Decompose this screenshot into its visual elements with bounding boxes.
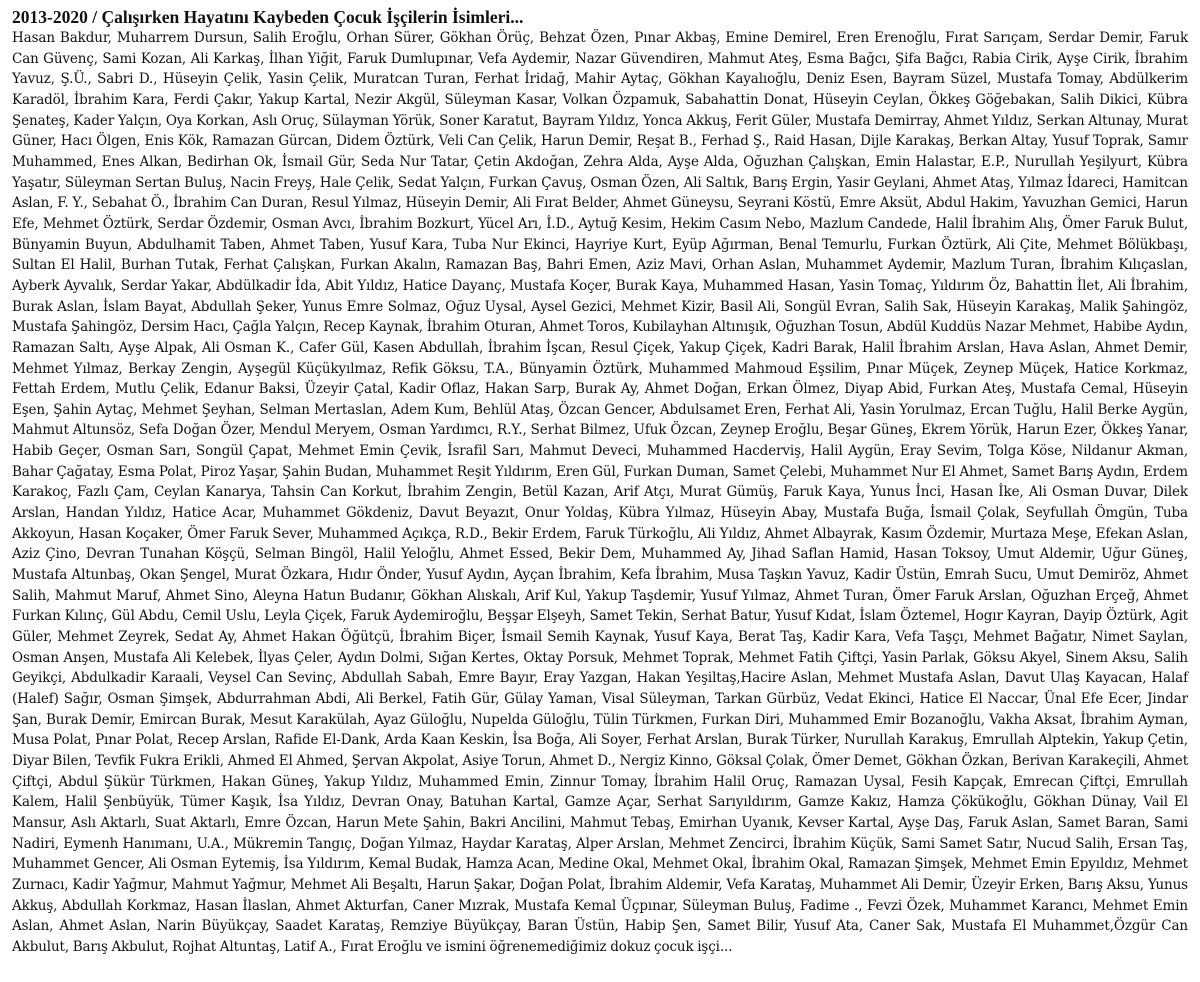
document-page [12,6,1188,958]
names-paragraph: Hasan Bakdur, Muharrem Dursun, Salih Eroğlu, Orhan Sürer, Gökhan Örüç, Behzat Özen, Pınar Akbaş, Emine Demirel, Eren Erenoğlu, Fırat Sarıçam, Serdar Demir, Faruk Can Güvenç, Sami Kozan, Ali Karkaş, İlhan Yiğit, Faruk Dumlupınar, Vefa Aydemir, Nazar Güvendiren, Mahmut Ateş, Esma Bağcı, Şifa Bağcı, Rabia Cirik, Ayşe Cirik, İbrahim Yavuz, Ş.Ü., Sabri D., Hüseyin Çelik, Yasin Çelik, Muratcan Turan, Ferhat İridağ, Mahir Aytaç, Gökhan Kayalıoğlu, Deniz Esen, Bayram Süzel, Mustafa Tomay, Abdülkerim Karadöl, İbrahim Kara, Ferdi Çakır, Yakup Kartal, Nezir Akgül, Süleyman Kasar, Volkan Özpamuk, Sabahattin Donat, Hüseyin Ceylan, Ökkeş Göğebakan, Salih Dikici, Kübra Şenateş, Kader Yalçın, Oya Korkan, Aslı Oruç, Sülayman Yörük, Soner Karatut, Bayram Yıldız, Yonca Akkuş, Ferit Güler, Mustafa Demirray, Ahmet Yıldız, Serkan Altunay, Murat Güner, Hacı Ölgen, Enis Kök, Ramazan Gürcan, Didem Öztürk, Veli Can Çelik, Harun Demir, Reşat B., Ferhad Ş., Raid Hasan, Dijle Karakaş, Berkan Altay, Yusuf Toprak, Samır Muhammed, Enes Alkan, Bedirhan Ok, İsmail Gür, Seda Nur Tatar, Çetin Akdoğan, Zehra Alda, Ayşe Alda, Oğuzhan Çalışkan, Emin Halastar, E.P., Nurullah Yeşilyurt, Kübra Yaşatır, Süleyman Sertan Buluş, Nacin Freyş, Hale Çelik, Sedat Yalçın, Furkan Çavuş, Osman Özen, Ali Saltık, Barış Ergin, Yasir Geylani, Ahmet Ataş, Yılmaz İdareci, Hamitcan Aslan, F. Y., Sebahat Ö., İbrahim Can Duran, Resul Yılmaz, Hüseyin Demir, Ali Fırat Belder, Ahmet Güneysu, Seyrani Köstü, Emre Aksüt, Abdul Hakim, Yavuzhan Gemici, Harun Efe, Mehmet Öztürk, Serdar Özdemir, Osman Avcı, İbrahim Bozkurt, Yücel Arı, İ.D., Aytuğ Kesim, Hekim Casım Nebo, Mazlum Candede, Halil İbrahim Alış, Ömer Faruk Bulut, Bünyamin Buyun, Abdulhamit Taben, Ahmet Taben, Yusuf Kara, Tuba Nur Ekinci, Hayriye Kurt, Eyüp Ağırman, Benal Temurlu, Furkan Öztürk, Ali Çite, Mehmet Bölükbaşı, Sultan El Halil, Burhan Tutak, Ferhat Çalışkan, Furkan Akalın, Ramazan Baş, Bahri Emen, Aziz Mavi, Orhan Aslan, Muhammet Aydemir, Mazlum Turan, İbrahim Kılıçaslan, Ayberk Ayvalık, Serdar Yakar, Abdülkadir İda, Abit Yıldız, Hatice Dayanç, Mustafa Koçer, Burak Kaya, Muhammed Hasan, Yasin Tomaç, Yıldırım Öz, Bahattin İlet, Ali İbrahim, Burak Aslan, İslam Bayat, Abdullah Şeker, Yunus Emre Solmaz, Oğuz Uysal, Aysel Gezici, Mehmet Kizir, Basil Ali, Songül Evran, Salih Sak, Hüseyin Karakaş, Malik Şahingöz, Mustafa Şahingöz, Dersim Hacı, Çağla Yalçın, Recep Kaynak, İbrahim Oturan, Ahmet Toros, Kubilayhan Altınışık, Oğuzhan Tosun, Abdül Kuddüs Nazar Mehmet, Habibe Aydın, Ramazan Saltı, Ayşe Alpak, Ali Osman K., Cafer Gül, Kasen Abdullah, İbrahim İşcan, Resul Çiçek, Yakup Çiçek, Kadri Barak, Halil İbrahim Arslan, Hava Aslan, Ahmet Demir, Mehmet Yılmaz, Berkay Zengin, Ayşegül Küçükyılmaz, Refik Göksu, T.A., Bünyamin Öztürk, Muhammed Mahmoud Eşsilim, Pınar Müçek, Zeynep Müçek, Hatice Korkmaz, Fettah Erdem, Mutlu Çelik, Edanur Baksi, Üzeyir Çatal, Kadir Oflaz, Hakan Sarp, Burak Ay, Ahmet Doğan, Erkan Ölmez, Diyap Abid, Furkan Ateş, Mustafa Cemal, Hüseyin Eşen, Şahin Aytaç, Mehmet Şeyhan, Selman Mertaslan, Adem Kum, Behlül Ataş, Özcan Gencer, Abdulsamet Eren, Ferhat Ali, Yasin Yorulmaz, Ercan Tuğlu, Halil Berke Aygün, Mahmut Altunsöz, Sefa Doğan Özer, Mendul Meryem, Osman Yardımcı, R.Y., Serhat Bilmez, Ufuk Özcan, Zeynep Eroğlu, Beşar Güneş, Ekrem Yörük, Harun Ezer, Ökkeş Yanar, Habib Geçer, Osman Sarı, Songül Çapat, Mehmet Emin Çevik, İsrafil Sarı, Mahmut Deveci, Muhammed Hacderviş, Halil Aygün, Eray Sevim, Tolga Köse, Nildanur Akman, Bahar Çağatay, Esma Polat, Piroz Yaşar, Şahin Budan, Muhammet Reşit Yıldırım, Eren Gül, Furkan Duman, Samet Çelebi, Muhammet Nur El Ahmet, Samet Barış Aydın, Erdem Karakoç, Fazlı Çam, Ceylan Kanarya, Tahsin Can Korkut, İbrahim Zengin, Betül Kazan, Arif Atçı, Murat Gümüş, Faruk Kaya, Yunus İnci, Hasan İke, Ali Osman Duvar, Dilek Arslan, Handan Yıldız, Hatice Acar, Muhammet Gökdeniz, Davut Beyazıt, Onur Yoldaş, Kübra Yılmaz, Hüseyin Abay, Mustafa Buğa, İsmail Çolak, Seyfullah Ömgün, Tuba Akkoyun, Hasan Koçaker, Ömer Faruk Sever, Muhammed Açıkça, R.D., Bekir Erdem, Faruk Türkoğlu, Ali Yıldız, Ahmet Albayrak, Kasım Özdemir, Murtaza Meşe, Efekan Aslan, Aziz Çino, Devran Tunahan Köşçü, Selman Bingöl, Halil Yeloğlu, Ahmet Essed, Bekir Dem, Muhammed Ay, Jihad Saflan Hamid, Hasan Toksoy, Umut Aldemir, Uğur Güneş, Mustafa Altunbaş, Okan Şengel, Murat Özkara, Hıdır Önder, Yusuf Aydın, Ayçan İbrahim, Kefa İbrahim, Musa Taşkın Yavuz, Kadir Üstün, Emrah Sucu, Umut Demiröz, Ahmet Salih, Mahmut Maruf, Ahmet Sino, Aleyna Hatun Budanır, Gökhan Alıskalı, Arif Kul, Yakup Taşdemir, Yusuf Yılmaz, Ahmet Turan, Ömer Faruk Arslan, Oğuzhan Erçeğ, Ahmet Furkan Kılınç, Gül Abdu, Cemil Uslu, Leyla Çiçek, Faruk Aydemiroğlu, Beşşar Elşeyh, Samet Tekin, Serhat Batur, Yusuf Kıdat, İslam Öztemel, Hogır Kayran, Dayip Öztürk, Agit Güler, Mehmet Zeyrek, Sedat Ay, Ahmet Hakan Öğütçü, İbrahim Biçer, İsmail Semih Kaynak, Yusuf Kaya, Berat Taş, Kadir Kara, Vefa Taşçı, Mehmet Bağatır, Nimet Saylan, Osman Anşen, Mustafa Ali Kelebek, İlyas Çeler, Aydın Dolmi, Sığan Kertes, Oktay Porsuk, Mehmet Toprak, Mehmet Fatih Çiftçi, Yasin Parlak, Göksu Akyel, Sinem Aksu, Salih Geyikçi, Abdulkadir Karaali, Veysel Can Sevinç, Abdullah Sabah, Emre Bayır, Eray Yazgan, Hakan Yeşiltaş,Hacire Aslan, Mehmet Mustafa Aslan, Davut Ulaş Kayacan, Halaf (Halef) Sağır, Osman Şimşek, Abdurrahman Abdi, Ali Berkel, Fatih Gür, Gülay Yaman, Visal Süleyman, Tarkan Gürbüz, Vedat Ekinci, Hatice El Naccar, Ünal Efe Ecer, Jindar Şan, Burak Demir, Emircan Burak, Mesut Karakülah, Ayaz Güloğlu, Nupelda Güloğlu, Tülin Türkmen, Furkan Diri, Muhammed Emir Bozanoğlu, Vakha Aksat, İbrahim Ayman, Musa Polat, Pınar Polat, Recep Arslan, Rafide El-Dank, Arda Kaan Keskin, İsa Boğa, Ali Soyer, Ferhat Arslan, Burak Türker, Nurullah Karakuş, Emrullah Alptekin, Yakup Çetin, Diyar Bilen, Tevfik Fukra Erikli, Ahmed El Ahmed, Şervan Akpolat, Asiye Torun, Ahmet D., Nergiz Kinno, Göksal Çolak, Ömer Demet, Gökhan Özkan, Berivan Karakeçili, Ahmet Çiftçi, Abdul Şükür Türkmen, Hakan Güneş, Yakup Yıldız, Muhammed Emin, Zinnur Tomay, İbrahim Halil Oruç, Ramazan Uysal, Fesih Kapçak, Emrecan Çiftçi, Emrullah Kalem, Halil Şenbüyük, Tümer Kaşık, İsa Yıldız, Devran Onay, Batuhan Kartal, Gamze Açar, Serhat Sarıyıldırım, Gamze Kakız, Hamza Çökükoğlu, Gökhan Dünay, Vail El Mansur, Aslı Aktarlı, Suat Aktarlı, Emre Özcan, Harun Mete Şahin, Bakri Ancilini, Mahmut Tebaş, Emirhan Uyanık, Kevser Kartal, Ayşe Daş, Faruk Aslan, Samet Baran, Sami Nadiri, Eymenh Hanımanı, U.A., Mükremin Tangıç, Doğan Yılmaz, Haydar Karataş, Alper Arslan, Mehmet Zencirci, İbrahim Küçük, Sami Samet Satır, Nucud Salih, Ersan Taş, Muhammet Gencer, Ali Osman Eytemiş, İsa Yıldırım, Kemal Budak, Hamza Acan, Medine Okal, Mehmet Okal, İbrahim Okal, Ramazan Şimşek, Mehmet Emin Epyıldız, Mehmet Zurnacı, Kadir Yağmur, Mahmut Yağmur, Mehmet Ali Beşaltı, Harun Şakar, Doğan Polat, İbrahim Aldemir, Vefa Karataş, Muhammet Ali Demir, Üzeyir Erken, Barış Aksu, Yunus Akkuş, Abdullah Korkmaz, Hasan İlaslan, Ahmet Akturfan, Caner Mızrak, Mustafa Kemal Üçpınar, Süleyman Buluş, Fadime ., Fevzi Özek, Muhammet Karancı, Mehmet Emin Aslan, Ahmet Aslan, Narin Büyükçay, Saadet Karataş, Remziye Büyükçay, Baran Üstün, Habip Şen, Samet Bilir, Yusuf Ata, Caner Sak, Mustafa El Muhammet,Özgür Can Akbulut, Barış Akbulut, Rojhat Altuntaş, Latif A., Fırat Eroğlu ve ismini öğrenemediğimiz dokuz çocuk işçi... [12,30,1188,955]
document-title: 2013-2020 / Çalışırken Hayatını Kaybeden Çocuk İşçilerin İsimleri... [12,7,524,27]
